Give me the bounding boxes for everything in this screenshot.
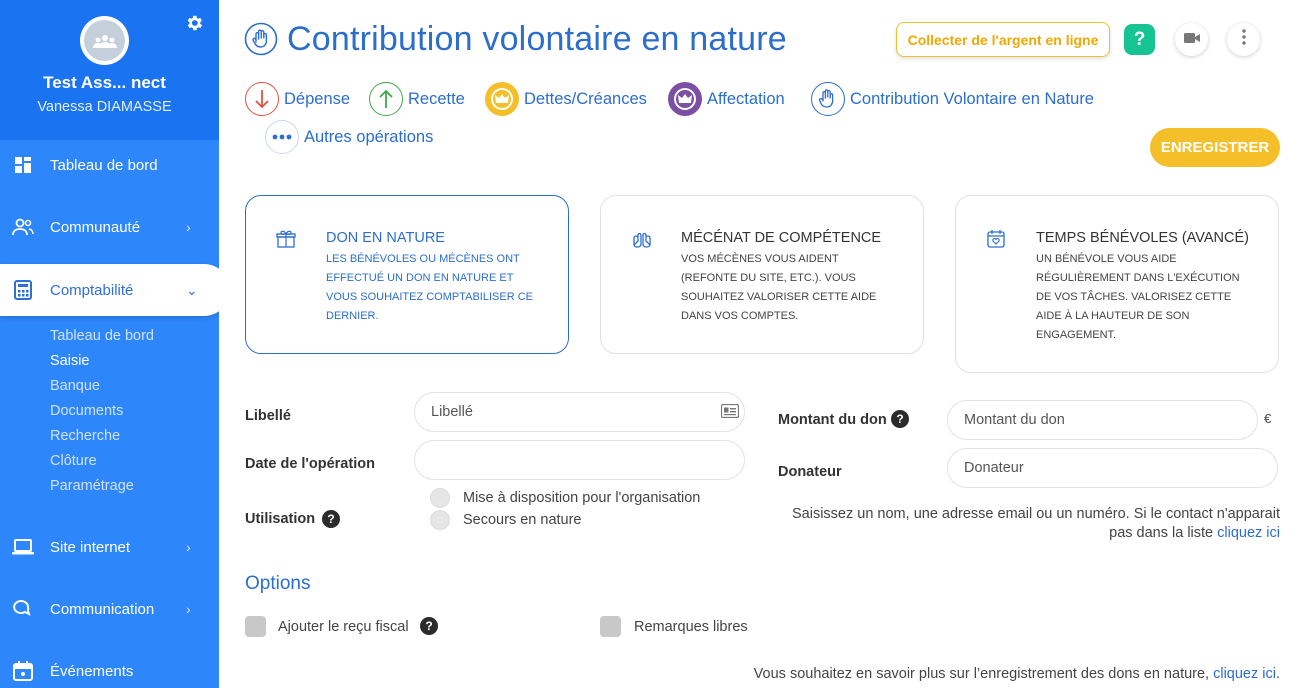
montant-label: Montant du don	[778, 412, 887, 428]
card-title: TEMPS BÉNÉVOLES (AVANCÉ)	[1036, 230, 1249, 246]
chevron-right-icon: ›	[186, 219, 191, 235]
utilisation-label: Utilisation	[245, 511, 316, 527]
date-label: Date de l'opération	[245, 456, 375, 472]
chevron-right-icon: ›	[186, 539, 191, 555]
sidebar-item-label: Site internet	[50, 538, 131, 556]
video-camera-icon	[1184, 31, 1200, 49]
op-autres-operations[interactable]	[265, 120, 433, 154]
footer-info-text: Vous souhaitez en savoir plus sur l’enregistrement des dons en nature,	[753, 666, 1214, 682]
card-description: LES BÉNÉVOLES OU MÉCÈNES ONT EFFECTUÉ UN DON EN NATURE ET VOUS SOUHAITEZ COMPTABILISER CE DERNIER.	[326, 253, 533, 322]
footer-info-end: .	[1275, 666, 1280, 682]
collect-money-button[interactable]: Collecter de l'argent en ligne	[896, 22, 1110, 57]
sidebar-subnav	[50, 326, 154, 501]
sidebar-item-events[interactable]	[0, 645, 219, 688]
subnav-item-bank[interactable]: Banque	[50, 378, 100, 394]
page-title: Contribution volontaire en nature	[287, 20, 787, 58]
radio-label: Secours en nature	[463, 512, 582, 528]
dots-icon	[265, 120, 299, 154]
radio-mise-a-disposition[interactable]	[430, 488, 450, 508]
help-icon[interactable]: ?	[322, 510, 340, 528]
chat-icon	[12, 598, 34, 620]
card-title: MÉCÉNAT DE COMPÉTENCE	[681, 230, 882, 246]
more-vertical-icon	[1242, 29, 1246, 50]
fiscal-receipt-checkbox[interactable]	[245, 616, 266, 637]
group-icon	[84, 20, 125, 61]
sidebar-item-label: Tableau de bord	[50, 156, 158, 174]
sidebar-header	[0, 0, 219, 140]
help-icon[interactable]: ?	[420, 617, 438, 635]
avatar[interactable]	[80, 16, 129, 65]
donateur-input[interactable]	[947, 448, 1278, 488]
hand-icon	[244, 22, 278, 56]
sidebar-item-dashboard[interactable]	[0, 139, 219, 191]
help-icon[interactable]: ?	[891, 410, 909, 428]
gear-icon[interactable]	[184, 13, 206, 35]
save-button[interactable]: ENREGISTRER	[1150, 128, 1280, 167]
dashboard-icon	[12, 154, 34, 176]
op-affectation[interactable]	[668, 82, 785, 116]
op-label: Contribution Volontaire en Nature	[850, 89, 1094, 108]
arrow-down-icon	[245, 82, 279, 116]
crown-icon	[668, 82, 702, 116]
help-button[interactable]: ?	[1124, 24, 1155, 55]
op-contribution-volontaire[interactable]	[811, 82, 1094, 116]
id-card-icon	[721, 404, 739, 423]
hands-icon	[631, 229, 653, 251]
op-depense[interactable]	[245, 82, 350, 116]
sidebar-item-label: Comptabilité	[50, 281, 134, 299]
op-label: Affectation	[707, 89, 785, 108]
more-options-button[interactable]	[1227, 23, 1260, 56]
chevron-right-icon: ›	[186, 601, 191, 617]
card-mecenat-competence[interactable]	[600, 195, 924, 354]
hint-text: Saisissez un nom, une adresse email ou un numéro. Si le contact n'apparait pas dans la liste	[792, 506, 1280, 541]
card-title: DON EN NATURE	[326, 230, 445, 246]
crown-icon	[485, 82, 519, 116]
subnav-item-dashboard[interactable]: Tableau de bord	[50, 328, 154, 344]
currency-label: €	[1264, 411, 1272, 426]
sidebar-item-accounting[interactable]	[0, 264, 219, 316]
footer-info-link[interactable]: cliquez ici	[1213, 666, 1276, 682]
calendar-heart-icon	[986, 229, 1008, 251]
op-dettes-creances[interactable]	[485, 82, 647, 116]
video-button[interactable]	[1175, 23, 1208, 56]
free-notes-label: Remarques libres	[634, 619, 748, 635]
free-notes-checkbox[interactable]	[600, 616, 621, 637]
subnav-item-search[interactable]: Recherche	[50, 428, 121, 444]
op-label: Dettes/Créances	[524, 89, 647, 108]
sidebar-item-community[interactable]	[0, 201, 219, 253]
op-label: Dépense	[284, 89, 351, 108]
card-description: VOS MÉCÈNES VOUS AIDENT (REFONTE DU SITE, ETC.). VOUS SOUHAITEZ VALORISER CETTE AIDE DANS VOS COMPTES.	[681, 253, 877, 322]
users-icon	[12, 216, 34, 238]
calendar-icon	[12, 660, 34, 682]
donateur-hint-link[interactable]: cliquez ici	[1217, 525, 1280, 541]
donateur-label: Donateur	[778, 464, 842, 480]
calculator-icon	[12, 279, 34, 301]
subnav-item-settings[interactable]: Paramétrage	[50, 478, 134, 494]
hand-icon	[811, 82, 845, 116]
subnav-item-documents[interactable]: Documents	[50, 403, 124, 419]
org-name: Test Ass... nect	[43, 73, 166, 92]
card-don-en-nature[interactable]	[245, 195, 569, 354]
radio-label: Mise à disposition pour l'organisation	[463, 490, 701, 506]
op-label: Autres opérations	[304, 127, 434, 146]
sidebar-item-label: Événements	[50, 662, 134, 680]
sidebar-item-label: Communauté	[50, 218, 141, 236]
card-temps-benevoles[interactable]	[955, 195, 1279, 373]
op-label: Recette	[408, 89, 465, 108]
date-input[interactable]	[414, 440, 745, 480]
card-description: UN BÉNÉVOLE VOUS AIDE RÉGULIÈREMENT DANS L'EXÉCUTION DE VOS TÂCHES. VALORISEZ CETTE AIDE À LA HAUTEUR DE SON ENGAGEMENT.	[1036, 253, 1240, 341]
gift-icon	[276, 229, 298, 251]
libelle-input[interactable]	[414, 392, 745, 432]
options-title: Options	[245, 573, 311, 594]
subnav-item-closing[interactable]: Clôture	[50, 453, 97, 469]
footer-info	[700, 666, 1280, 682]
sidebar-item-website[interactable]	[0, 521, 219, 573]
sidebar-item-label: Communication	[50, 600, 155, 618]
libelle-label: Libellé	[245, 408, 291, 424]
fiscal-receipt-label: Ajouter le reçu fiscal	[278, 619, 409, 635]
chevron-down-icon: ⌄	[186, 281, 198, 298]
radio-secours-en-nature[interactable]	[430, 510, 450, 530]
donateur-hint	[780, 505, 1280, 543]
subnav-item-entry[interactable]: Saisie	[50, 353, 90, 369]
user-name: Vanessa DIAMASSE	[37, 99, 172, 115]
op-recette[interactable]	[369, 82, 465, 116]
sidebar	[0, 0, 219, 688]
arrow-up-icon	[369, 82, 403, 116]
montant-input[interactable]	[947, 400, 1258, 440]
laptop-icon	[12, 536, 34, 558]
sidebar-item-communication[interactable]	[0, 583, 219, 635]
